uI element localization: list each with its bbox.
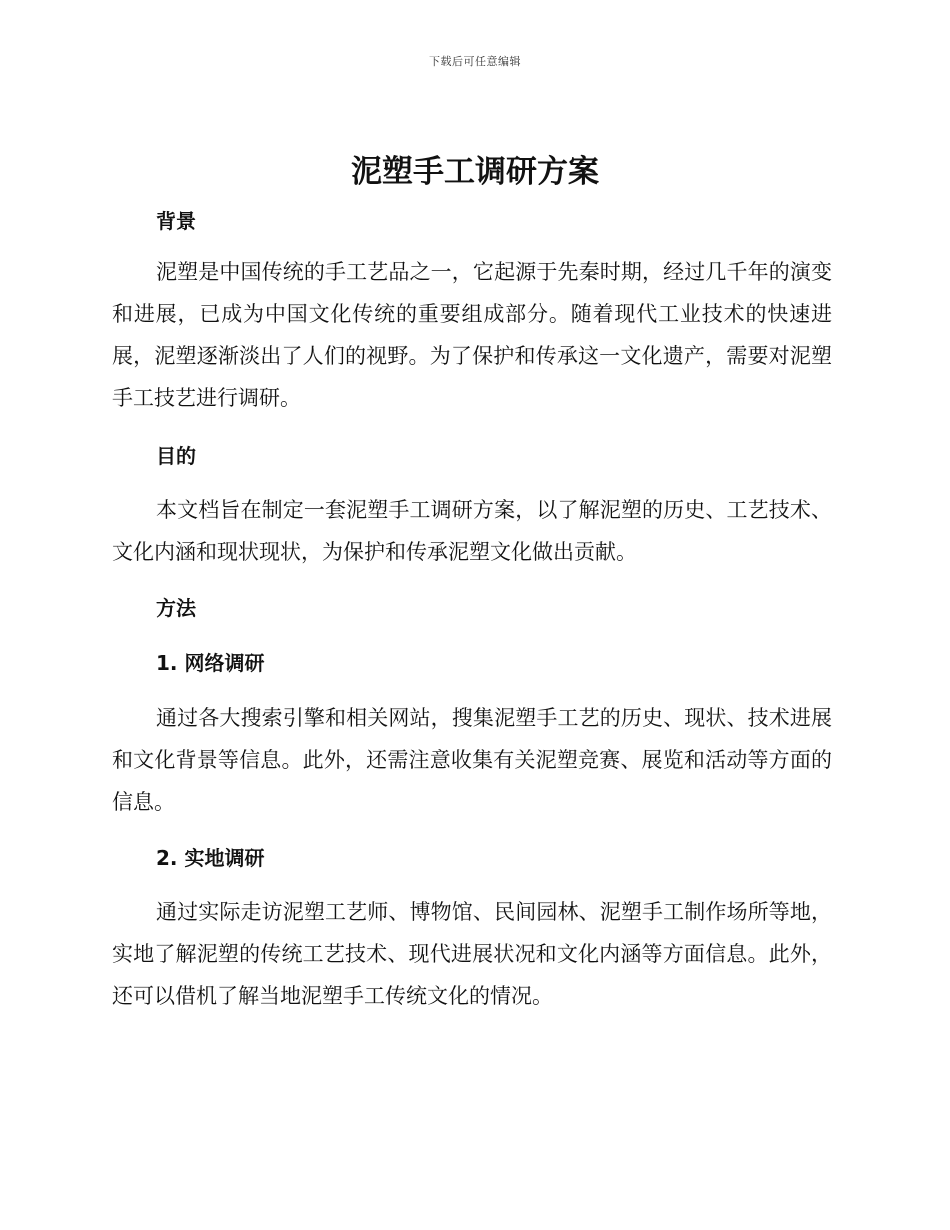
subsection-heading-web-research: 1. 网络调研 <box>156 651 265 675</box>
document-title: 泥塑手工调研方案 <box>351 154 599 190</box>
page-header-note: 下载后可任意编辑 <box>429 55 521 68</box>
subsection-text-field-research: 通过实际走访泥塑工艺师、博物馆、民间园林、泥塑手工制作场所等地，实地了解泥塑的传统工艺技术、现代进展状况和文化内涵等方面信息。此外，还可以借机了解当地泥塑手工传统文化的情况。 <box>112 900 832 1008</box>
subsection-text-web-research: 通过各大搜索引擎和相关网站，搜集泥塑手工艺的历史、现状、技术进展和文化背景等信息。此外，还需注意收集有关泥塑竞赛、展览和活动等方面的信息。 <box>112 706 832 814</box>
section-heading-purpose: 目的 <box>156 444 196 468</box>
section-text-purpose: 本文档旨在制定一套泥塑手工调研方案，以了解泥塑的历史、工艺技术、文化内涵和现状现状，为保护和传承泥塑文化做出贡献。 <box>112 498 832 564</box>
subsection-heading-field-research: 2. 实地调研 <box>156 846 265 870</box>
section-text-background: 泥塑是中国传统的手工艺品之一，它起源于先秦时期，经过几千年的演变和进展，已成为中国文化传统的重要组成部分。随着现代工业技术的快速进展，泥塑逐渐淡出了人们的视野。为了保护和传承这一文化遗产，需要对泥塑手工技艺进行调研。 <box>112 260 832 410</box>
section-heading-method: 方法 <box>156 596 196 620</box>
section-heading-background: 背景 <box>156 209 196 233</box>
